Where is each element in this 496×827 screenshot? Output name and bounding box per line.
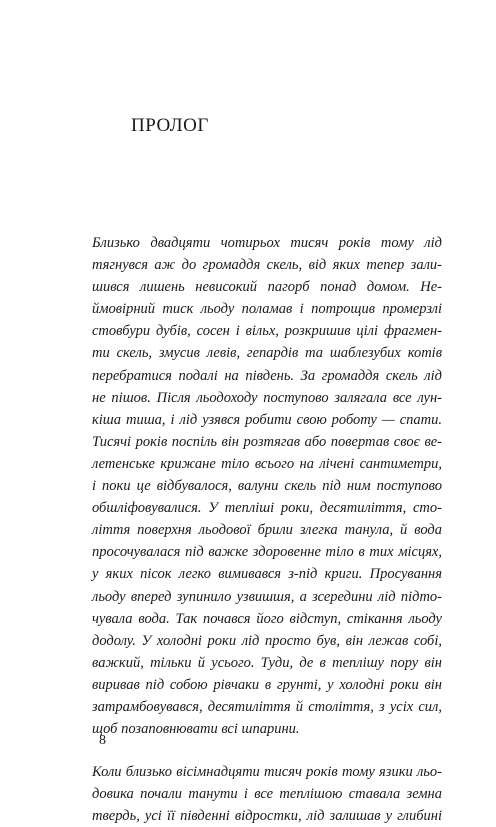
text-line: кіша тиша, і лід узявся робити свою роботу — спати. bbox=[92, 411, 442, 428]
text-line: ти скель, змусив левів, гепардів та шаблезубих котів bbox=[92, 345, 442, 362]
page-number: 8 bbox=[99, 733, 106, 748]
text-line: виривав під собою рівчаки в грунті, у холодні роки він bbox=[92, 676, 442, 693]
text-line: твердь, усі її південні відростки, лід залишав у глибині bbox=[92, 808, 442, 825]
text-line: стовбури дубів, сосен і вільх, розкришив цілі фрагмен- bbox=[92, 323, 442, 340]
text-line: додолу. У холодні роки лід просто був, він лежав собі, bbox=[92, 632, 442, 649]
text-line: і поки це відбувалося, валуни скель під ним поступово bbox=[92, 478, 442, 495]
text-line: у яких пісок легко вимивався з-під криги. Просування bbox=[92, 566, 442, 583]
body-text bbox=[92, 232, 442, 827]
paragraph-1 bbox=[92, 232, 442, 740]
paragraph-2 bbox=[92, 761, 442, 827]
text-line: ймовірний тиск льоду поламав і потрощив промерзлі bbox=[92, 301, 442, 318]
text-line: перебратися подалі на південь. За громаддя скель лід bbox=[92, 367, 442, 384]
text-line: Близько двадцяти чотирьох тисяч років тому лід bbox=[92, 235, 442, 251]
text-line: ліття поверхня льодової брили злегка танула, й вода bbox=[92, 522, 442, 539]
text-line: летенське крижане тіло всього на лічені сантиметри, bbox=[92, 455, 442, 472]
text-line: шився лишень невисокий пагорб понад домом. Не- bbox=[92, 279, 442, 296]
text-line: довика почали танути і все теплішою ставала земна bbox=[92, 786, 442, 803]
text-line: Коли близько вісімнадцяти тисяч років тому язики льо- bbox=[92, 764, 442, 781]
text-line: тягнувся аж до громаддя скель, від яких тепер зали- bbox=[92, 257, 442, 274]
text-line: льоду вперед зупинило узвишшя, а зсередини лід підто- bbox=[92, 588, 442, 605]
text-line: затрамбовувався, десятиліття й століття, з усіх сил, bbox=[92, 698, 442, 715]
text-line: чувала вода. Так почався його відступ, стікання льоду bbox=[92, 610, 442, 627]
text-line: обшліфовувалися. У тепліші роки, десятиліття, сто- bbox=[92, 500, 442, 517]
text-line: щоб позаповнювати всі шпарини. bbox=[92, 721, 300, 738]
chapter-title: ПРОЛОГ bbox=[131, 115, 209, 136]
text-line: просочувалася під важке здоровенне тіло в тих місцях, bbox=[92, 544, 442, 561]
text-line: Тисячі років поспіль він розтягав або повертав своє ве- bbox=[92, 433, 442, 450]
text-line: важкий, тільки й усього. Туди, де в теплішу пору він bbox=[92, 654, 442, 671]
text-line: не пішов. Після льодоходу поступово залягала все лун- bbox=[92, 389, 442, 406]
